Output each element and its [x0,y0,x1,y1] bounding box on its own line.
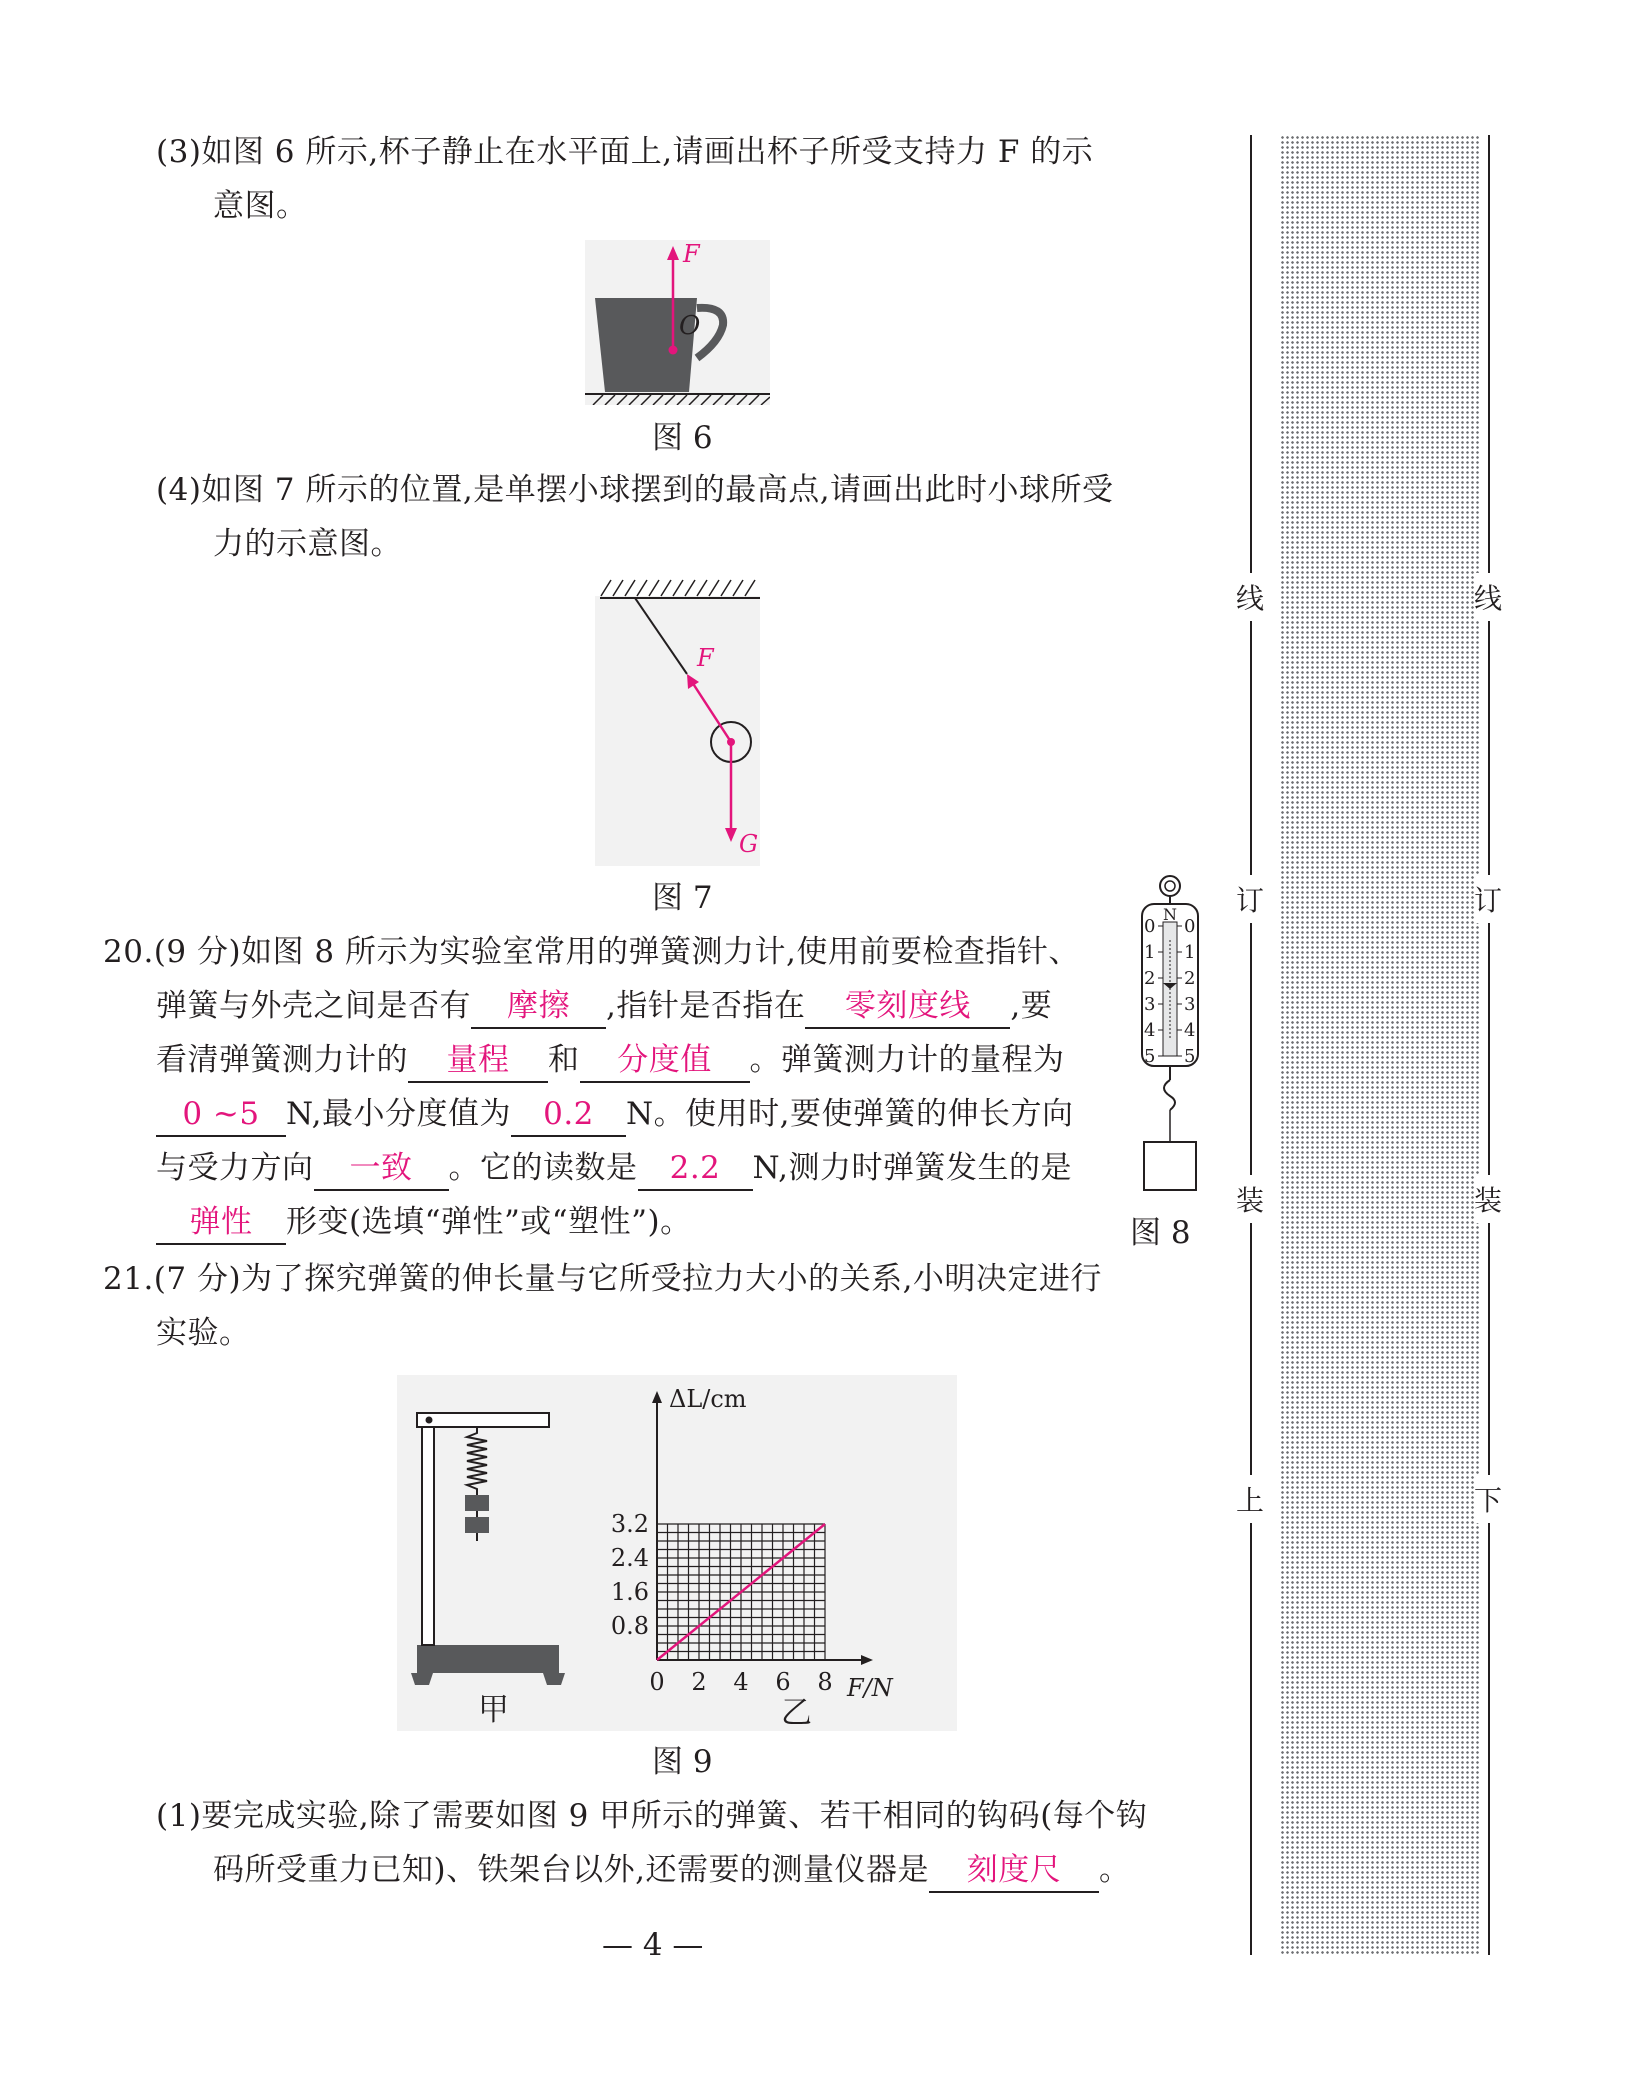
answer-blank-reading: 2.2 [638,1151,753,1191]
binding-margin [1236,135,1510,1955]
svg-text:5: 5 [1144,1046,1156,1067]
hook-weight-1 [465,1495,489,1511]
q19-part4-line2: 力的示意图。 [213,526,402,562]
force-label-f: F [683,240,700,268]
y-tick-label: 0.8 [610,1612,649,1640]
x-tick-label: 8 [817,1668,833,1696]
tension-label-f: F [697,644,714,672]
svg-text:1: 1 [1144,942,1156,963]
svg-text:3: 3 [1184,994,1196,1015]
y-tick-label: 1.6 [610,1578,649,1606]
x-tick-label: 2 [691,1668,707,1696]
q20-line5: 与受力方向 一致 。它的读数是 2.2 N,测力时弹簧发生的是 [156,1148,1072,1191]
x-tick-label: 4 [733,1668,749,1696]
page-number: — 4 — [602,1927,704,1963]
svg-text:4: 4 [1144,1020,1156,1041]
answer-blank-direction: 一致 [314,1151,449,1191]
stand-base [417,1645,559,1673]
figure-6-caption: 图 6 [652,420,713,456]
figure-8-caption: 图 8 [1130,1215,1191,1251]
binding-inner-mark-ding: 订 [1236,875,1264,923]
q20-line2: 弹簧与外壳之间是否有 摩擦 ,指针是否指在 零刻度线 ,要 [156,986,1052,1029]
x-axis-arrow [861,1655,873,1665]
answer-blank-instrument: 刻度尺 [929,1853,1099,1893]
q19-part4-line1: (4)如图 7 所示的位置,是单摆小球摆到的最高点,请画出此时小球所受 [156,472,1114,508]
answer-blank-range-value: 0 ~5 [156,1097,286,1137]
answer-blank-division: 分度值 [580,1043,750,1083]
svg-text:3: 3 [1144,994,1156,1015]
svg-text:2: 2 [1184,968,1196,989]
svg-text:0: 0 [1184,916,1196,937]
q20-line6: 弹性 形变(选填“弹性”或“塑性”)。 [156,1202,692,1245]
figure-9-caption: 图 9 [652,1744,713,1780]
y-axis-label: ΔL/cm [669,1385,747,1413]
answer-blank-zero-line: 零刻度线 [805,989,1010,1029]
q20-line3: 看清弹簧测力计的 量程 和 分度值 。弹簧测力计的量程为 [156,1040,1065,1083]
hook-weight-2 [465,1517,489,1533]
gravity-label-g: G [739,830,759,858]
svg-text:N: N [1163,905,1177,924]
answer-blank-range: 量程 [408,1043,548,1083]
answer-blank-deformation: 弹性 [156,1205,286,1245]
spring [467,1427,487,1495]
binding-outer-mark-ding: 订 [1474,875,1502,923]
center-point-o [669,346,678,355]
x-tick-label: 0 [649,1668,665,1696]
q20-line4: 0 ~5 N,最小分度值为 0.2 N。使用时,要使弹簧的伸长方向 [156,1094,1073,1137]
q21-part1-line2: 码所受重力已知)、铁架台以外,还需要的测量仪器是 刻度尺 。 [213,1850,1130,1893]
binding-outer-mark-xian: 线 [1474,573,1502,621]
q20-line1: 20.(9 分)如图 8 所示为实验室常用的弹簧测力计,使用前要检查指针、 [103,934,1080,970]
answer-blank-min-division: 0.2 [511,1097,626,1137]
stand-rod [422,1413,434,1645]
binding-outer-mark-xia: 下 [1474,1475,1502,1523]
svg-text:1: 1 [1184,942,1196,963]
binding-inner-line [1250,135,1252,1955]
figure-9b-chart [597,1375,957,1731]
q19-part3-line1: (3)如图 6 所示,杯子静止在水平面上,请画出杯子所受支持力 F 的示 [156,134,1094,170]
answer-blank-friction: 摩擦 [471,989,606,1029]
figure-9a-label: 甲 [478,1692,509,1728]
binding-inner-mark-shang: 上 [1236,1475,1264,1523]
svg-text:2: 2 [1144,968,1156,989]
point-label-o: O [679,311,701,341]
binding-dotted-band [1280,135,1480,1955]
x-axis-label: F/N [847,1674,893,1702]
binding-outer-mark-zhuang: 装 [1474,1175,1502,1223]
figure-9a-iron-stand [397,1375,577,1731]
svg-text:0: 0 [1144,916,1156,937]
y-tick-label: 2.4 [610,1544,649,1572]
binding-inner-mark-zhuang: 装 [1236,1175,1264,1223]
figure-6-cup [585,240,770,405]
stand-arm [417,1413,549,1427]
figure-9b-label: 乙 [781,1695,812,1731]
figure-7-pendulum [595,576,760,866]
figure-7-caption: 图 7 [652,880,713,916]
binding-outer-line [1488,135,1490,1955]
hanging-weight [1144,1142,1196,1190]
q21-line1: 21.(7 分)为了探究弹簧的伸长量与它所受拉力大小的关系,小明决定进行 [103,1261,1102,1297]
q19-part3-line2: 意图。 [213,188,308,224]
q21-part1-line1: (1)要完成实验,除了需要如图 9 甲所示的弹簧、若干相同的钩码(每个钩 [156,1798,1148,1834]
svg-text:5: 5 [1184,1046,1196,1067]
binding-inner-mark-xian: 线 [1236,573,1264,621]
scale-hook [1164,1080,1175,1110]
x-tick-label: 6 [775,1668,791,1696]
y-axis-arrow [652,1391,662,1403]
figure-8-spring-scale [1130,870,1210,1200]
y-tick-label: 3.2 [610,1510,649,1538]
svg-text:4: 4 [1184,1020,1196,1041]
q21-line2: 实验。 [156,1315,251,1351]
